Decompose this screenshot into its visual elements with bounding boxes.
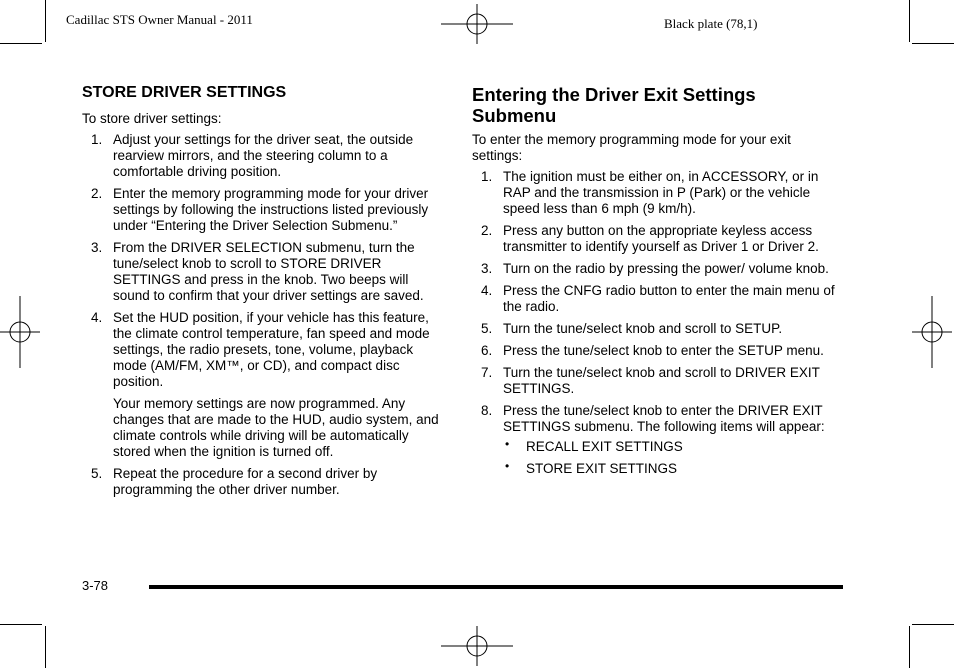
step-text: Enter the memory programming mode for your driver settings by following the instructions listed previously under “Entering the Driver Selection Submenu.” [113,186,429,233]
step-number: 2. [481,223,493,238]
step-number: 4. [91,310,103,325]
step-number: 1. [481,169,493,184]
step-number: 5. [91,466,103,481]
step-text: Press any button on the appropriate keyless access transmitter to identify yourself as Driver 1 or Driver 2. [503,223,819,254]
crop-mark-top-right-h [912,43,954,44]
bullet-text: RECALL EXIT SETTINGS [526,439,683,454]
crop-mark-top-left-v [45,0,46,42]
list-item [82,310,444,460]
bullet-item [503,461,844,477]
step-text: Press the tune/select knob to enter the DRIVER EXIT SETTINGS submenu. The following items will appear: [503,403,825,434]
step-text: From the DRIVER SELECTION submenu, turn the tune/select knob to scroll to STORE DRIVER SETTINGS and press in the knob. Two beeps will sound to confirm that your driver settings are saved. [113,240,424,303]
list-item [82,240,444,304]
registration-mark-bottom [441,626,513,666]
bullet-icon: • [505,437,510,451]
right-column [472,84,844,483]
bullet-icon: • [505,459,510,473]
subsection-heading: Entering the Driver Exit Settings Submenu [472,84,756,126]
steps-list [82,132,444,498]
step-number: 2. [91,186,103,201]
crop-mark-bottom-right-v [909,626,910,668]
list-item [472,343,844,359]
header-plate-label: Black plate (78,1) [664,16,758,31]
step-number: 6. [481,343,493,358]
step-number: 4. [481,283,493,298]
bullet-list [503,439,844,477]
list-item [472,365,844,397]
intro-text: To store driver settings: [82,111,222,126]
list-item [472,261,844,277]
crop-mark-top-right-v [909,0,910,42]
registration-mark-left [0,296,40,368]
list-item [472,403,844,477]
step-number: 3. [481,261,493,276]
step-number: 1. [91,132,103,147]
crop-mark-top-left-h [0,43,42,44]
bullet-item [503,439,844,455]
crop-mark-bottom-left-h [0,624,42,625]
page-number: 3-78 [82,578,109,593]
registration-mark-right [912,296,952,368]
section-heading: STORE DRIVER SETTINGS [82,84,287,101]
step-text: Press the tune/select knob to enter the SETUP menu. [503,343,824,358]
header-manual-title: Cadillac STS Owner Manual - 2011 [66,12,253,27]
step-text: Adjust your settings for the driver seat, the outside rearview mirrors, and the steering column to a comfortable driving position. [113,132,414,179]
step-text: Turn the tune/select knob and scroll to SETUP. [503,321,783,336]
left-column [82,84,444,504]
intro-text: To enter the memory programming mode for your exit settings: [472,132,791,163]
list-item [472,321,844,337]
step-text: Set the HUD position, if your vehicle has this feature, the climate control temperature, fan speed and mode settings, the radio presets, tone, volume, playback mode (AM/FM, XM™, or CD), and compact disc position. [113,310,430,389]
list-item [472,169,844,217]
registration-mark-top [441,4,513,44]
crop-mark-bottom-left-v [45,626,46,668]
step-number: 5. [481,321,493,336]
list-item [82,186,444,234]
footer-rule [149,585,843,589]
step-text: Press the CNFG radio button to enter the main menu of the radio. [503,283,835,314]
step-number: 8. [481,403,493,418]
step-number: 7. [481,365,493,380]
step-text: Turn on the radio by pressing the power/ volume knob. [503,261,829,276]
crop-mark-bottom-right-h [912,624,954,625]
step-text: The ignition must be either on, in ACCESSORY, or in RAP and the transmission in P (Park) or the vehicle speed less than 6 mph (9 km/h). [503,169,819,216]
step-number: 3. [91,240,103,255]
list-item [472,223,844,255]
step-text: Turn the tune/select knob and scroll to DRIVER EXIT SETTINGS. [503,365,820,396]
bullet-text: STORE EXIT SETTINGS [526,461,678,476]
step-note: Your memory settings are now programmed. Any changes that are made to the HUD, audio system, and climate controls while driving will be automatically stored when the ignition is turned off. [113,396,439,459]
step-text: Repeat the procedure for a second driver by programming the other driver number. [113,466,378,497]
steps-list [472,169,844,477]
list-item [82,466,444,498]
list-item [82,132,444,180]
list-item [472,283,844,315]
